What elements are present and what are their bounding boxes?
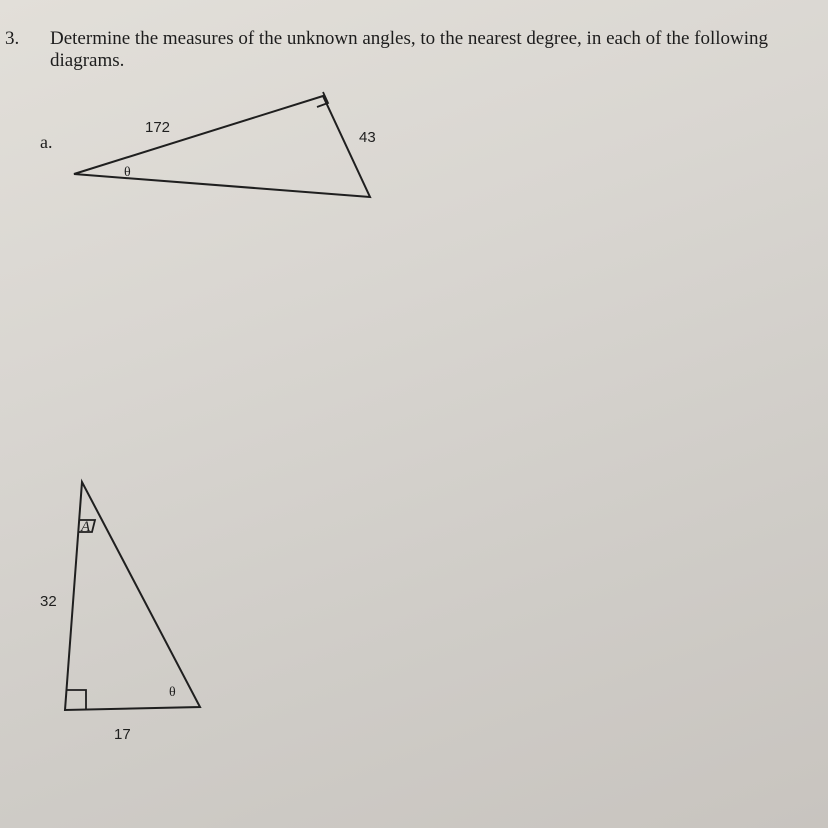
triangle-b-vertical-leg-label: 32	[40, 593, 57, 610]
question-text: Determine the measures of the unknown angles, to the nearest degree, in each of the following diagrams.	[50, 28, 769, 71]
question-number: 3.	[5, 28, 20, 49]
triangle-a-hypotenuse-label: 172	[145, 119, 171, 136]
triangle-b-angle-a-label: A	[81, 519, 91, 535]
part-a-label: a.	[40, 132, 53, 152]
triangle-a-angle-theta: θ	[124, 165, 131, 180]
triangle-b-angle-theta: θ	[169, 685, 176, 700]
triangle-b-horizontal-leg-label: 17	[114, 726, 131, 743]
triangle-a	[74, 92, 376, 197]
triangle-b-outline	[65, 482, 200, 710]
triangle-a-outline	[74, 96, 370, 197]
triangle-b	[40, 482, 200, 743]
triangle-b-right-angle-mark	[66, 690, 86, 709]
triangle-a-leg-label: 43	[359, 129, 376, 146]
